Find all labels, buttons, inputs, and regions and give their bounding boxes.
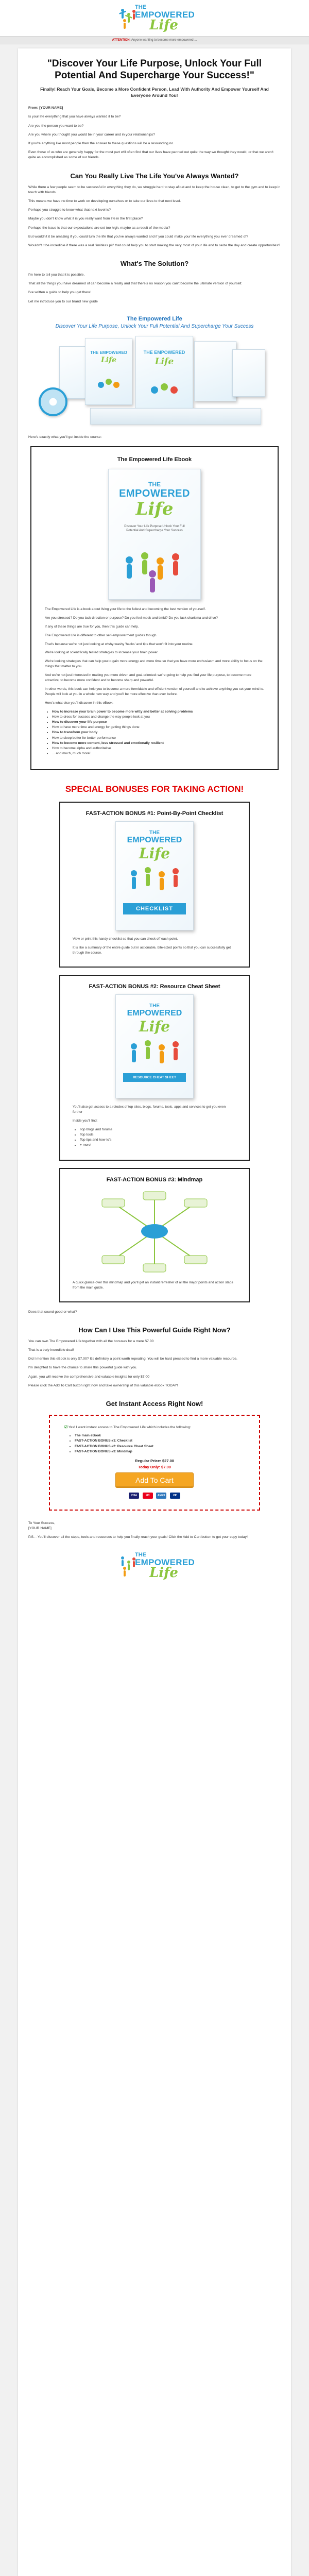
paragraph: It is like a summary of the entire guide but in actionable, bite-sized points so that you can successfully get through the course. bbox=[73, 946, 231, 955]
checklist-cover-image bbox=[115, 821, 194, 930]
list-item: • The main eBook bbox=[75, 1433, 245, 1438]
paragraph: And we're not just interested in making you more driven and goal-oriented: we're going to help you find your life purpose, to become more attractive, to become more confident and to become sharp and powerful. bbox=[45, 673, 251, 683]
product-bundle-image bbox=[28, 336, 281, 428]
resource-label: RESOURCE CHEAT SHEET bbox=[123, 1073, 186, 1082]
signoff-name: [YOUR NAME] bbox=[28, 1527, 52, 1531]
product-subtitle: Discover Your Life Purpose, Unlock Your Full Potential And Supercharge Your Success bbox=[55, 323, 254, 329]
cover-empowered: EMPOWERED bbox=[127, 836, 182, 845]
paragraph: We're looking strategies that can help you to gain more energy and more time so that you have more enthusiasm and more ability to focus on the things that matter to you. bbox=[45, 659, 263, 669]
checklist-label: CHECKLIST bbox=[123, 903, 186, 914]
logo-the: THE bbox=[135, 1551, 146, 1558]
paragraph: Here's exactly what you'll get inside the course: bbox=[28, 435, 102, 439]
cover-the: THE bbox=[149, 1003, 160, 1009]
add-to-cart-button[interactable]: Add To Cart bbox=[115, 1472, 194, 1488]
section-title: How Can I Use This Powerful Guide Right Now? bbox=[78, 1326, 231, 1334]
cover-life: Life bbox=[139, 845, 170, 862]
paragraph: Perhaps the issue is that our expectations are set too high, maybe as a result of the media? bbox=[28, 226, 170, 230]
paragraph: The Empowered Life is a book about living your life to the fullest and becoming the best version of yourself. bbox=[45, 607, 206, 612]
paragraph: Are you stressed? Do you lack direction or purpose? Do you feel meek and timid? Do you lack charisma and drive? bbox=[45, 616, 218, 620]
order-confirmation-text: Yes! I want instant access to The Empowered Life which includes the following: bbox=[68, 1426, 191, 1430]
paragraph: Let me introduce you to our brand new guide bbox=[28, 299, 98, 303]
cover-life: Life bbox=[135, 499, 174, 520]
ebook-cover-image bbox=[108, 469, 201, 600]
svg-text:THE EMPOWERED: THE EMPOWERED bbox=[90, 350, 127, 355]
mastercard-icon: MC bbox=[143, 1493, 153, 1499]
list-item: • How to discover your life purpose bbox=[52, 720, 264, 725]
list-item: • How to have more time and energy for getting things done bbox=[52, 725, 264, 730]
book-cover-art-icon bbox=[136, 336, 193, 414]
signoff-line: To Your Success, bbox=[28, 1521, 56, 1526]
headline: "Discover Your Life Purpose, Unlock Your Full Potential And Supercharge Your Success!" bbox=[47, 58, 262, 81]
book-image bbox=[232, 349, 265, 397]
paragraph: Are you where you thought you would be in your career and in your relationships? bbox=[28, 132, 155, 137]
ps-text: P.S. - You'll discover all the steps, tools and resources to help you finally reach your goals! Click the Add to Cart button to get your copy today! bbox=[28, 1535, 248, 1539]
list-item: • How to become more content, less stressed and emotionally resilient bbox=[52, 741, 264, 746]
section-title: Get Instant Access Right Now! bbox=[106, 1400, 203, 1408]
svg-text:Life: Life bbox=[154, 356, 174, 367]
cover-figures-icon bbox=[109, 546, 200, 597]
logo[interactable] bbox=[118, 3, 195, 33]
paragraph: Again, you will receive the comprehensive and valuable insights for only $7.00 bbox=[28, 1375, 150, 1379]
paragraph: Inside you'll find: bbox=[73, 1118, 98, 1123]
paragraph: Even those of us who are generally happy for the most part will often find that our lives have panned out quite the way we thought they would, or that we aren't quite as accomplished as some of our friends. bbox=[28, 150, 273, 160]
bonus-3-panel bbox=[59, 1168, 250, 1302]
paragraph: The Empowered Life is different to other self-empowerment guides though. bbox=[45, 633, 158, 637]
paragraph: Here's what else you'll discover in this eBook: bbox=[45, 701, 113, 705]
paragraph: If any of these things are true for you, then this guide can help. bbox=[45, 624, 139, 629]
bonus-1-panel bbox=[59, 802, 250, 968]
paragraph: That all the things you have dreamed of can become a reality and that there's no reason you can't become the ultimate version of yourself. bbox=[28, 282, 243, 286]
special-bonuses-heading: SPECIAL BONUSES FOR TAKING ACTION! bbox=[65, 784, 244, 794]
paragraph: This means we have no time to work on developing ourselves or to take our lives to that next level. bbox=[28, 199, 181, 203]
section-title: What's The Solution? bbox=[120, 260, 189, 268]
paragraph: Wouldn't it be incredible if there was a real 'limitless pill' that could help you to start making the very most of your life and to seize the day and create opportunities? bbox=[28, 243, 280, 247]
cover-figures-icon bbox=[116, 864, 193, 900]
paragraph: Did I mention this eBook is only $7.00? It's definitely a point worth repeating. You will be hard pressed to find a more valuable resource. bbox=[28, 1357, 237, 1361]
attention-label: ATTENTION: bbox=[112, 39, 131, 42]
book-image bbox=[135, 336, 193, 414]
book-cover-art-icon bbox=[85, 338, 132, 404]
paragraph: Are you the person you want to be? bbox=[28, 124, 84, 128]
paragraph: Maybe you don't know what it is you really want from life in the first place? bbox=[28, 217, 143, 221]
bonus-2-title: FAST-ACTION BONUS #2: Resource Cheat Sheet bbox=[89, 983, 220, 990]
list-item: • ... and much, much more! bbox=[52, 751, 264, 756]
bonus-3-title: FAST-ACTION BONUS #3: Mindmap bbox=[106, 1176, 203, 1183]
paragraph: Please click the Add To Cart button right now and take ownership of this valuable eBook TODAY! bbox=[28, 1383, 178, 1387]
today-price: Today Only: $7.00 bbox=[138, 1465, 171, 1470]
list-item: • Top blogs and forums bbox=[80, 1127, 236, 1132]
list-item: • Top tools bbox=[80, 1132, 236, 1138]
list-item: • How to transform your body bbox=[52, 730, 264, 735]
list-item: • How to dress for success and change the way people look at you bbox=[52, 715, 264, 720]
list-item: • How to sleep better for better performance bbox=[52, 736, 264, 741]
resource-bullet-list bbox=[73, 1127, 236, 1148]
list-item: • FAST-ACTION BONUS #1: Checklist bbox=[75, 1438, 245, 1444]
list-item: • How to increase your brain power to become more witty and better at solving problems bbox=[52, 709, 264, 715]
cover-figures-icon bbox=[116, 1037, 193, 1071]
sales-letter bbox=[18, 48, 291, 2576]
footer-logo[interactable] bbox=[118, 1551, 195, 1581]
order-confirmation bbox=[64, 1425, 245, 1430]
bonus-1-title: FAST-ACTION BONUS #1: Point-By-Point Checklist bbox=[85, 810, 224, 817]
attention-text: Anyone wanting to become more empowered ... bbox=[131, 39, 197, 42]
paragraph: That is a truly incredible deal! bbox=[28, 1348, 74, 1352]
cover-empowered: EMPOWERED bbox=[127, 1009, 182, 1018]
product-title: The Empowered Life bbox=[127, 315, 182, 322]
order-box bbox=[49, 1415, 260, 1511]
cd-image bbox=[39, 387, 67, 416]
regular-price: Regular Price: $27.00 bbox=[135, 1459, 174, 1464]
paragraph: I've written a guide to help you get there! bbox=[28, 291, 92, 295]
cover-the: THE bbox=[149, 830, 160, 836]
ebook-panel bbox=[30, 446, 279, 770]
paragraph: View or print this handy checklist so that you can check off each point. bbox=[73, 937, 178, 941]
book-stack-image bbox=[90, 408, 261, 425]
list-item: • FAST-ACTION BONUS #3: Mindmap bbox=[75, 1449, 245, 1454]
paragraph: Is your life everything that you have always wanted it to be? bbox=[28, 115, 121, 119]
from-line: From: [YOUR NAME] bbox=[28, 106, 63, 110]
svg-text:THE EMPOWERED: THE EMPOWERED bbox=[143, 349, 185, 355]
section-title: Can You Really Live The Life You've Always Wanted? bbox=[70, 172, 239, 180]
cover-tagline: Discover Your Life Purpose Unlock Your Full Potential And Supercharge Your Success bbox=[124, 525, 185, 533]
ebook-title: The Empowered Life Ebook bbox=[117, 456, 192, 463]
logo-the: THE bbox=[135, 4, 146, 10]
list-item: • + more! bbox=[80, 1143, 236, 1148]
paragraph: In other words, this book can help you to become a more formidable and efficient version of yourself and to achieve anything you set your mind to. People will look at you in a whole new way and you'll be more effective than ever before. bbox=[45, 687, 264, 696]
mindmap-icon bbox=[93, 1188, 216, 1275]
logo-empowered: EMPOWERED bbox=[135, 1557, 195, 1567]
paragraph: We're looking at scientifically tested strategies to increase your brain power. bbox=[45, 651, 159, 655]
ebook-bullet-list bbox=[45, 709, 264, 757]
list-item: • How to become alpha and authoritative bbox=[52, 746, 264, 751]
header bbox=[0, 0, 309, 36]
resource-cover-image bbox=[115, 994, 194, 1098]
bonus-2-panel bbox=[59, 975, 250, 1161]
logo-life: Life bbox=[149, 1565, 178, 1581]
paragraph: You'll also get access to a rolodex of top sites, blogs, forums, tools, apps and services to get you even further bbox=[73, 1105, 226, 1114]
book-image bbox=[85, 338, 132, 405]
cover-the: THE bbox=[148, 481, 161, 488]
subheadline: Finally! Reach Your Goals, Become a More Confident Person, Lead With Authority And Empower Yourself And Everyone Around You! bbox=[40, 87, 269, 98]
attention-bar bbox=[0, 36, 309, 44]
payment-cards bbox=[64, 1491, 245, 1500]
book-image bbox=[194, 341, 236, 401]
paragraph: I'm here to tell you that it is possible. bbox=[28, 273, 85, 277]
list-item: • FAST-ACTION BONUS #2: Resource Cheat Sheet bbox=[75, 1444, 245, 1449]
paragraph: If you're anything like most people then the answer to these questions will be a resounding no. bbox=[28, 142, 175, 146]
svg-text:Life: Life bbox=[100, 355, 117, 364]
amex-icon: AMEX bbox=[156, 1493, 166, 1499]
paragraph: A quick glance over this mindmap and you'll get an instant refresher of all the major points and action steps from the main guide. bbox=[73, 1280, 233, 1290]
paragraph: While there a few people seem to be successful in everything they do, we struggle hard to stay afloat and to keep the house clean, to get to the gym and to keep in touch with friends. bbox=[28, 185, 281, 194]
signoff bbox=[28, 1521, 281, 1540]
logo-life: Life bbox=[149, 18, 178, 33]
logo-empowered: EMPOWERED bbox=[135, 10, 195, 20]
cover-empowered: EMPOWERED bbox=[119, 488, 190, 500]
paragraph: That's because we're not just looking at wishy-washy 'hacks' and tips that won't fit into your routine. bbox=[45, 642, 194, 646]
checkbox-icon[interactable]: ☑ bbox=[64, 1426, 68, 1430]
paragraph: Perhaps you struggle to know what that next level is? bbox=[28, 208, 111, 212]
paragraph: I'm delighted to have the chance to share this powerful guide with you. bbox=[28, 1366, 138, 1370]
order-item-list bbox=[64, 1433, 245, 1454]
visa-icon: VISA bbox=[129, 1493, 139, 1499]
paypal-icon: PP bbox=[170, 1493, 180, 1499]
paragraph: You can own The Empowered Life together with all the bonuses for a mere $7.00 bbox=[28, 1339, 154, 1343]
list-item: • Top tips and how to's bbox=[80, 1138, 236, 1143]
paragraph: Does that sound good or what? bbox=[28, 1310, 77, 1314]
cover-life: Life bbox=[139, 1018, 170, 1036]
paragraph: But wouldn't it be amazing if you could turn the life that you've always wanted and if you could make your life everything you ever dreamed of? bbox=[28, 234, 248, 239]
